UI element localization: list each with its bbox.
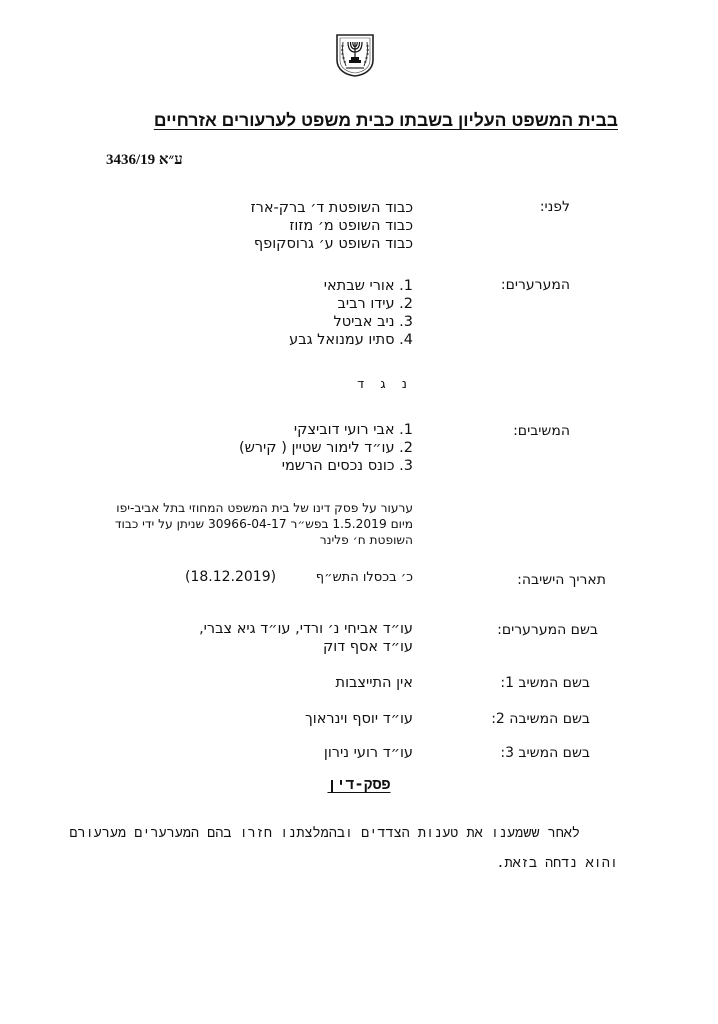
judges-list	[251, 199, 413, 253]
court-title: בבית המשפט העליון בשבתו כבית משפט לערעורים אזרחיים	[153, 110, 618, 130]
hearing-date-gregorian: (18.12.2019)	[185, 569, 277, 585]
case-number-value: 3436/19	[106, 152, 156, 168]
hearing-date-hebrew: כ׳ בכסלו התש״ף	[315, 570, 413, 585]
appellants-counsel-label: בשם המערערים:	[497, 622, 598, 638]
judge-item: כבוד השופט מ׳ מזוז	[289, 218, 413, 234]
appellants-list	[289, 277, 413, 349]
appeal-description-line: מיום 1.5.2019 בפש״ר 30966-04-17 שניתן על ידי כבוד	[114, 517, 413, 531]
appellant-item: 3. ניב אביטל	[333, 314, 413, 330]
appellants-counsel	[199, 620, 413, 656]
respondent3-counsel: עו״ד רועי נירון	[323, 745, 413, 761]
appellant-item: 2. עידו רביב	[337, 296, 413, 312]
hearing-date-label: תאריך הישיבה:	[517, 572, 606, 588]
respondent2-counsel: עו״ד יוסף וינראוך	[305, 711, 413, 727]
judge-item: כבוד השופט ע׳ גרוסקופף	[253, 236, 413, 252]
respondent2-counsel-label: בשם המשיבה 2:	[491, 711, 590, 727]
respondent-item: 3. כונס נכסים הרשמי	[281, 458, 413, 474]
verdict-line: והוא נדחה בזאת.	[496, 855, 618, 871]
respondent-item: 2. עו״ד לימור שטיין ( קירש)	[238, 440, 413, 456]
emblem-of-israel-icon	[332, 32, 378, 78]
verdict-line: לאחר ששמענו את טענות הצדדים ובהמלצתנו חזרו בהם המערערים מערעורם	[69, 825, 580, 841]
respondent1-counsel-label: בשם המשיב 1:	[500, 675, 590, 691]
respondents-label: המשיבים:	[513, 423, 570, 439]
appeal-description-line: ערעור על פסק דינו של בית המשפט המחוזי בתל אביב-יפו	[116, 501, 413, 515]
appellants-label: המערערים:	[500, 277, 570, 293]
judge-item: כבוד השופטת ד׳ ברק-ארז	[250, 200, 413, 216]
respondent-item: 1. אבי רועי דוביצקי	[293, 422, 413, 438]
case-number	[106, 152, 206, 169]
appellant-item: 4. סתיו עמנואל גבע	[289, 332, 413, 348]
counsel-line: עו״ד אביחי נ׳ ורדי, עו״ד גיא צברי,	[199, 621, 413, 637]
versus-label: נ ג ד	[357, 377, 413, 392]
respondents-list	[239, 421, 413, 475]
case-prefix: ע״א	[158, 152, 183, 168]
appellant-item: 1. אורי שבתאי	[323, 278, 413, 294]
verdict-body	[69, 818, 618, 878]
verdict-title: פסק-דין	[327, 775, 391, 793]
respondent3-counsel-label: בשם המשיב 3:	[500, 745, 590, 761]
respondent1-counsel: אין התייצבות	[335, 675, 413, 691]
counsel-line: עו״ד אסף דוק	[322, 639, 413, 655]
appeal-description	[113, 500, 413, 548]
appeal-description-line: השופטת ח׳ פלינר	[319, 533, 413, 547]
before-label: לפני:	[539, 199, 570, 215]
